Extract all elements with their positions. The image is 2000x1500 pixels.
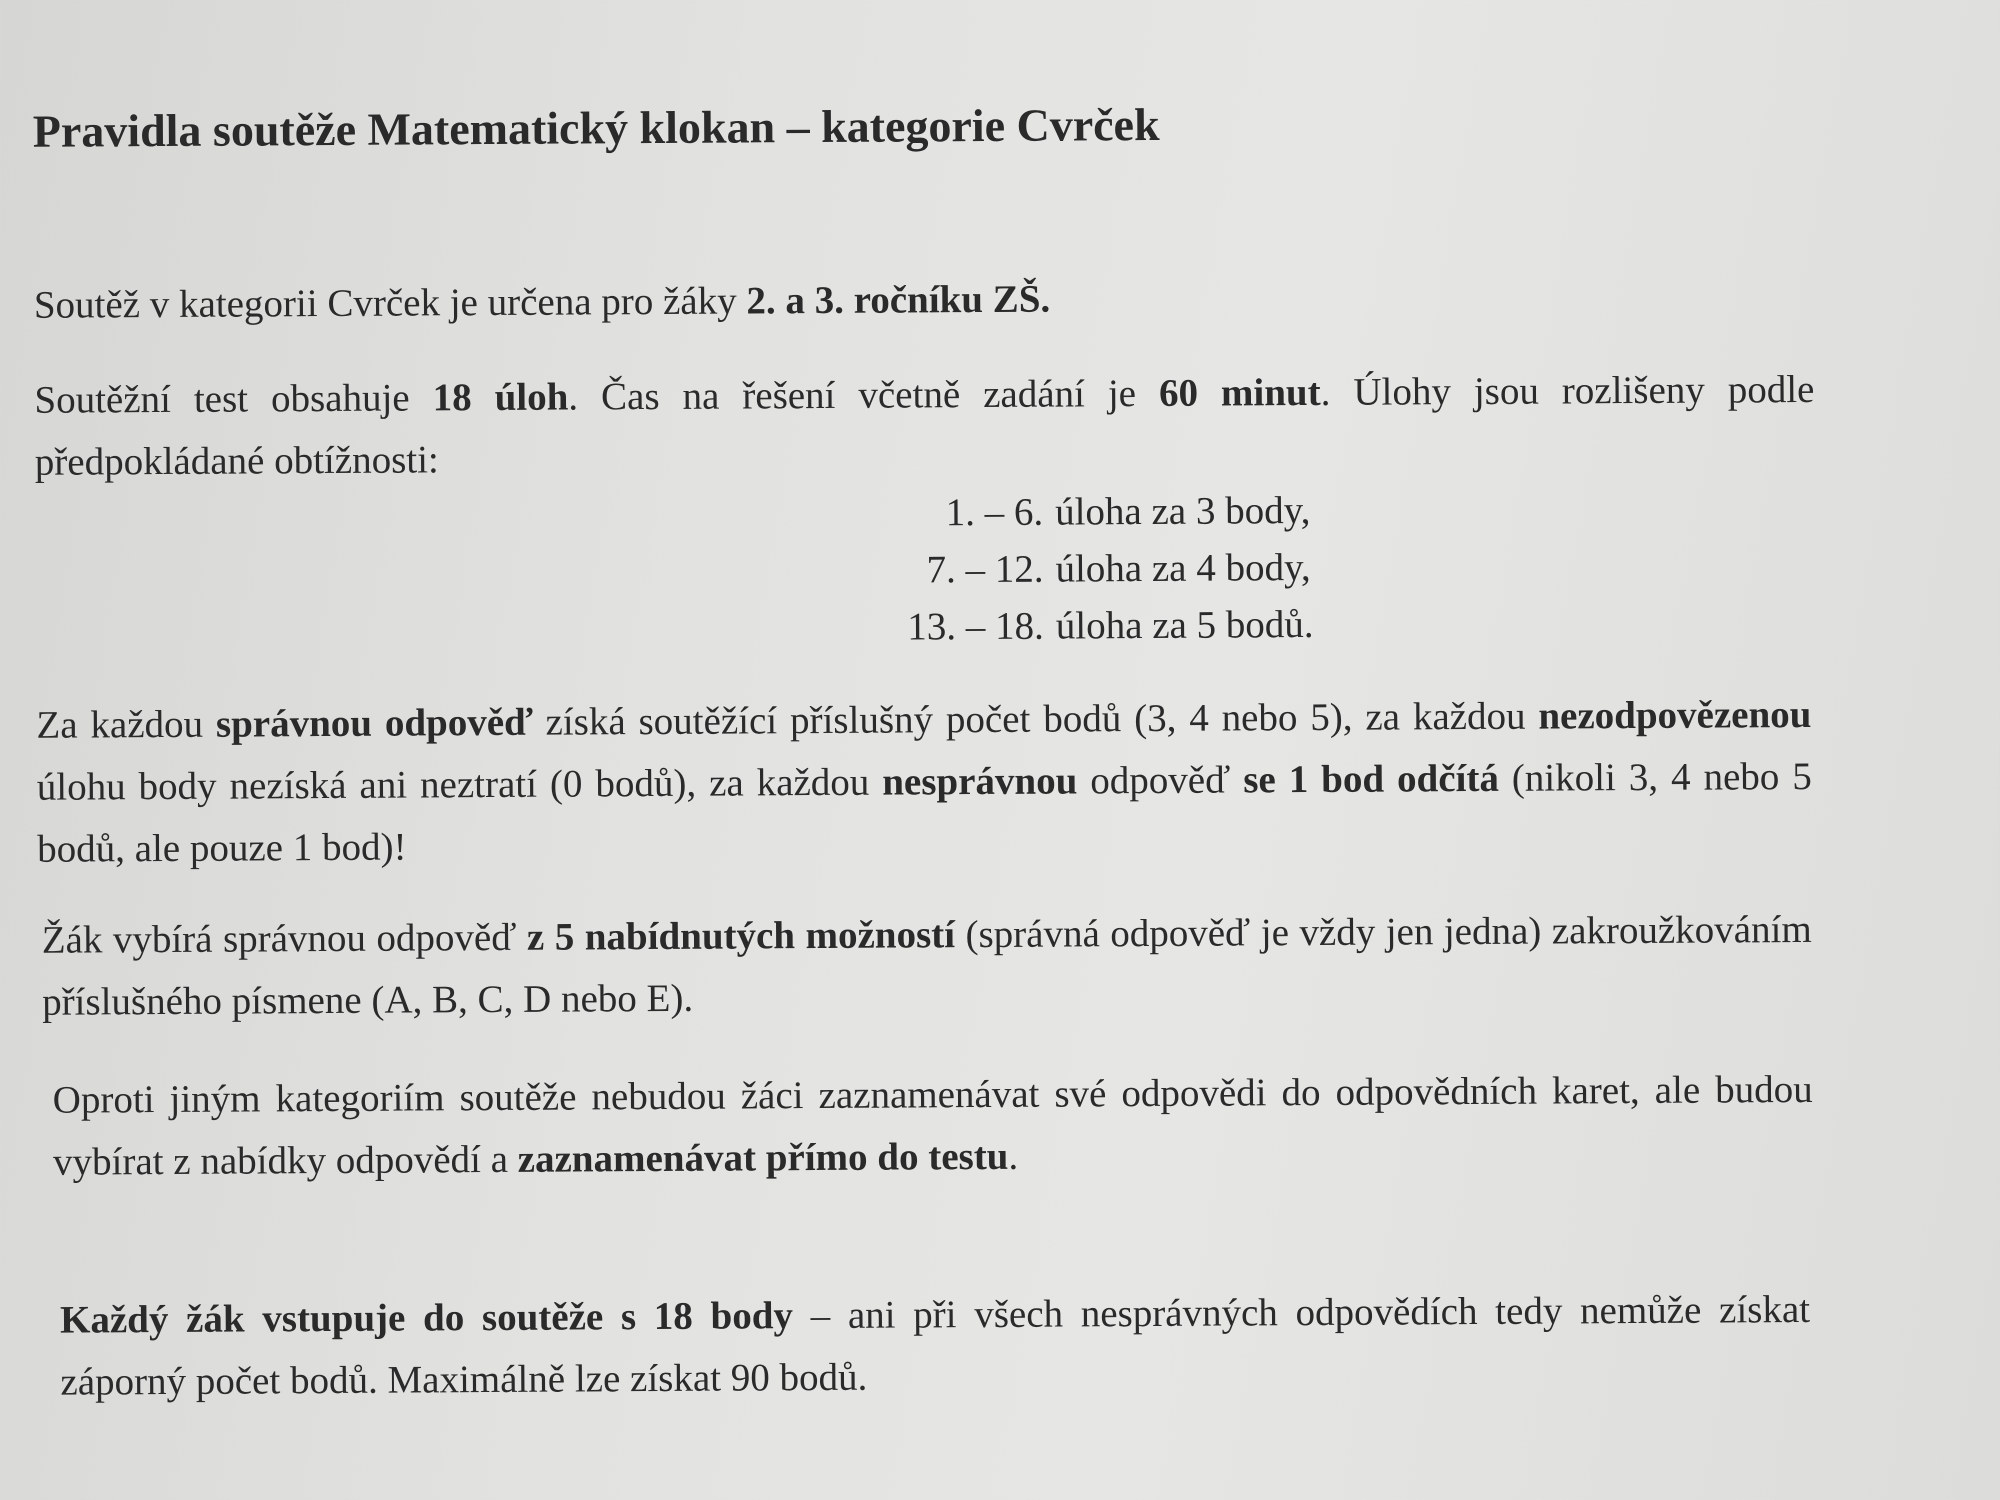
task-range: 13. – 18. — [907, 604, 1044, 649]
text-run: (nikoli 3, 4 nebo 5 bodů, ale pouze 1 bod)! — [37, 754, 1812, 871]
paragraph-scoring — [36, 684, 1812, 881]
bold-run: Každý žák vstupuje do soutěže s 18 body — [59, 1294, 794, 1342]
task-range: 1. – 6. — [945, 490, 1044, 535]
task-range: 7. – 12. — [926, 547, 1044, 592]
paragraph-starting-points — [60, 1279, 1811, 1414]
bold-run: nezodpovězenou — [1538, 692, 1812, 738]
points-list-item — [863, 482, 1313, 542]
text-run: . Čas na řešení včetně zadání je — [568, 371, 1160, 419]
text-run: získá soutěžící příslušný počet bodů (3, 4 nebo 5), za každou — [532, 694, 1539, 744]
text-run: . — [1008, 1134, 1019, 1178]
points-list-item — [864, 596, 1314, 656]
text-run: úlohu body nezíská ani neztratí (0 bodů), za každou — [36, 760, 883, 809]
bold-run: z 5 nabídnutých možností — [526, 913, 956, 959]
text-run: – ani při všech nesprávných odpovědích tedy nemůže získat záporný počet bodů. Maximálně lze získat 90 bodů. — [60, 1287, 1811, 1404]
task-points: úloha za 5 bodů. — [1055, 602, 1314, 648]
task-points: úloha za 4 body, — [1055, 546, 1311, 591]
bold-run: se 1 bod odčítá — [1243, 756, 1500, 802]
text-run: (správná odpověď je vždy jen jedna) zakroužkováním příslušného písmene (A, B, C, D nebo E). — [41, 907, 1812, 1024]
bold-run: 60 minut — [1158, 370, 1321, 415]
bold-run: 18 úloh — [432, 375, 569, 420]
text-run: . Úlohy jsou rozlišeny podle předpokládané obtížnosti: — [34, 367, 1815, 484]
bold-run: zaznamenávat přímo do testu — [517, 1134, 1009, 1181]
text-run: Soutěžní test obsahuje — [34, 376, 433, 422]
text-run: odpověď — [1077, 758, 1244, 803]
paragraph-recording — [53, 1059, 1814, 1194]
bold-run: správnou odpověď — [215, 700, 533, 746]
task-points: úloha za 3 body, — [1055, 489, 1311, 534]
text-run: Žák vybírá správnou odpověď — [41, 915, 528, 962]
paragraph-answer-choice — [42, 899, 1813, 1034]
paragraph-category — [34, 264, 1814, 337]
bold-run: nesprávnou — [882, 759, 1078, 804]
text-run: Oproti jiným kategoriím soutěže nebudou žáci zaznamenávat své odpovědi do odpovědních karet, ale budou vybírat z nabídky odpovědí a — [52, 1067, 1813, 1184]
text-run: Soutěž v kategorii Cvrček je určena pro žáky — [33, 279, 747, 327]
bold-run: 2. a 3. ročníku ZŠ. — [746, 277, 1051, 323]
document-title: Pravidla soutěže Matematický klokan – kategorie Cvrček — [32, 98, 1160, 157]
paragraph-test-info — [34, 359, 1815, 494]
points-list-item — [863, 539, 1313, 599]
text-run: Za každou — [36, 702, 217, 747]
points-list — [863, 482, 1314, 656]
